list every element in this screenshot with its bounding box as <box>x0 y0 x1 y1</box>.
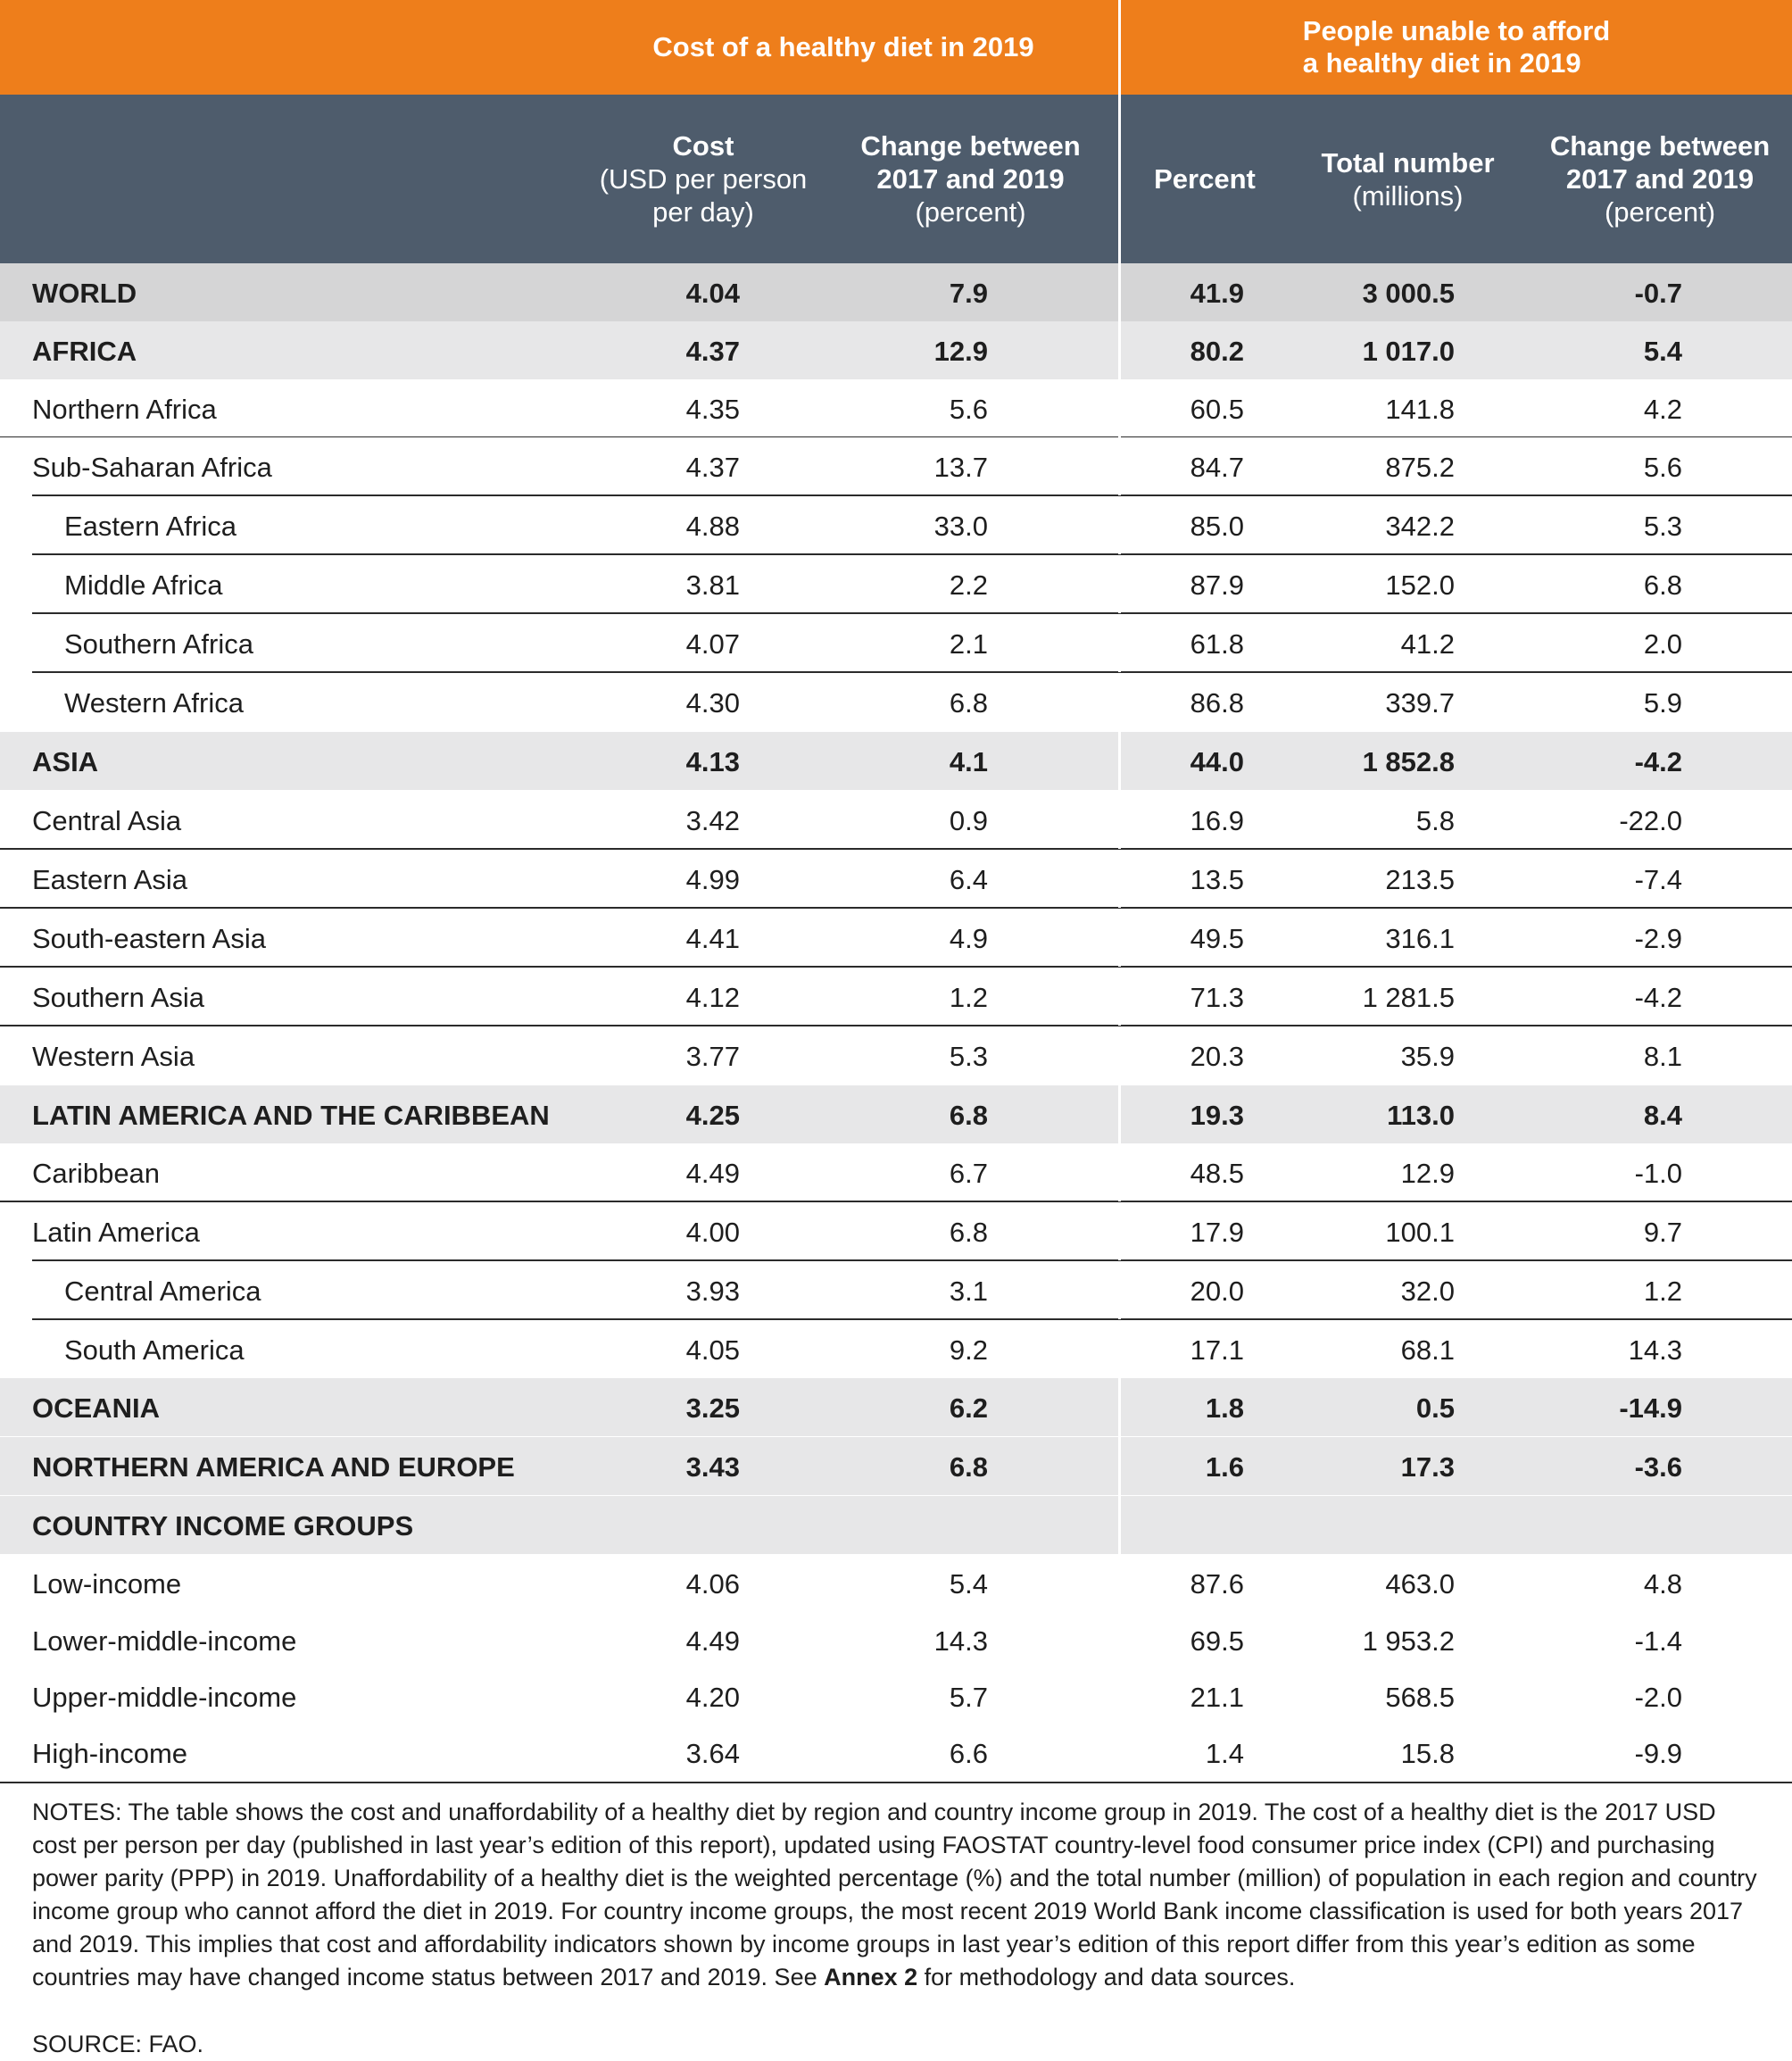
row-afford-change: -2.0 <box>1634 1681 1682 1713</box>
column-divider <box>1118 0 1121 95</box>
row-region: South America <box>64 1334 245 1366</box>
row-total: 141.8 <box>1385 393 1455 425</box>
col-header-afford-change-line1: Change between <box>1549 130 1771 162</box>
col-header-cost <box>580 95 826 263</box>
row-percent: 69.5 <box>1190 1625 1244 1657</box>
column-divider <box>1118 850 1121 908</box>
row-cost-change: 5.3 <box>949 1040 988 1072</box>
row-cost: 3.81 <box>685 569 740 601</box>
row-cost-change: 2.2 <box>949 569 988 601</box>
row-region: Eastern Asia <box>32 863 188 895</box>
col-header-total-line1: Total number <box>1321 146 1495 179</box>
column-divider <box>1118 1611 1121 1669</box>
row-afford-change: 8.4 <box>1643 1099 1682 1131</box>
row-region: OCEANIA <box>32 1392 160 1424</box>
row-cost-change: 5.6 <box>949 393 988 425</box>
row-percent: 20.3 <box>1190 1040 1244 1072</box>
row-region: Western Asia <box>32 1040 195 1072</box>
row-total: 875.2 <box>1385 451 1455 483</box>
row-region: Upper-middle-income <box>32 1681 297 1713</box>
row-cost: 4.37 <box>685 451 740 483</box>
row-cost-change: 4.9 <box>949 922 988 954</box>
row-cost-change: 14.3 <box>933 1625 988 1657</box>
row-cost: 4.12 <box>685 981 740 1013</box>
row-afford-change: -0.7 <box>1634 277 1682 309</box>
row-cost-change: 12.9 <box>933 335 988 367</box>
row-afford-change: 14.3 <box>1628 1334 1682 1366</box>
group-header-cost-title: Cost of a healthy diet in 2019 <box>652 31 1034 62</box>
table-row <box>0 850 1792 908</box>
column-divider <box>1118 1667 1121 1725</box>
notes-text-end: for methodology and data sources. <box>917 1964 1296 1990</box>
row-cost: 4.35 <box>685 393 740 425</box>
row-cost-change: 6.7 <box>949 1157 988 1189</box>
col-header-cost-line3: per day) <box>652 196 754 228</box>
row-region: AFRICA <box>32 335 137 367</box>
column-divider <box>1118 437 1121 495</box>
table-row <box>0 1202 1792 1260</box>
row-region: Western Africa <box>64 686 245 719</box>
row-region: Southern Africa <box>64 627 253 660</box>
row-percent: 84.7 <box>1190 451 1244 483</box>
row-percent: 17.1 <box>1190 1334 1244 1366</box>
row-percent: 48.5 <box>1190 1157 1244 1189</box>
table-row <box>0 1143 1792 1201</box>
row-region: Low-income <box>32 1567 182 1600</box>
row-region: WORLD <box>32 277 137 309</box>
row-total: 152.0 <box>1385 569 1455 601</box>
row-region: Northern Africa <box>32 393 217 425</box>
row-afford-change: -7.4 <box>1634 863 1682 895</box>
column-divider <box>1118 791 1121 849</box>
row-total: 100.1 <box>1385 1216 1455 1248</box>
row-afford-change: 1.2 <box>1643 1275 1682 1307</box>
row-total: 0.5 <box>1415 1392 1455 1424</box>
row-region: Eastern Africa <box>64 510 236 542</box>
row-cost: 4.06 <box>685 1567 740 1600</box>
row-cost-change: 0.9 <box>949 804 988 836</box>
table-row-world <box>0 263 1792 321</box>
row-afford-change: 2.0 <box>1643 627 1682 660</box>
row-cost: 4.05 <box>685 1334 740 1366</box>
column-divider <box>1118 909 1121 967</box>
column-divider <box>1118 1026 1121 1085</box>
table-row <box>0 496 1792 554</box>
row-cost-change: 6.8 <box>949 1099 988 1131</box>
row-percent: 86.8 <box>1190 686 1244 719</box>
row-cost: 4.49 <box>685 1625 740 1657</box>
group-header-afford-line2: a healthy diet in 2019 <box>1302 47 1581 79</box>
row-cost-change: 6.4 <box>949 863 988 895</box>
table-row <box>0 968 1792 1026</box>
row-total: 17.3 <box>1400 1450 1455 1483</box>
row-total: 1 852.8 <box>1362 745 1455 777</box>
col-header-afford-change-line2: 2017 and 2019 <box>1565 163 1755 195</box>
col-header-cost-change-line2: 2017 and 2019 <box>876 163 1065 195</box>
column-divider <box>1118 1724 1121 1782</box>
table-row <box>0 1026 1792 1085</box>
row-percent: 41.9 <box>1190 277 1244 309</box>
table-row <box>0 673 1792 731</box>
table-row <box>0 791 1792 849</box>
row-region: Central Asia <box>32 804 182 836</box>
row-cost: 4.49 <box>685 1157 740 1189</box>
col-header-cost-change-line1: Change between <box>860 130 1081 162</box>
row-afford-change: -2.9 <box>1634 922 1682 954</box>
table-row-region <box>0 321 1792 379</box>
row-total: 15.8 <box>1400 1737 1455 1769</box>
table-row <box>0 379 1792 437</box>
row-cost: 3.93 <box>685 1275 740 1307</box>
row-total: 1 281.5 <box>1362 981 1455 1013</box>
row-total: 68.1 <box>1400 1334 1455 1366</box>
row-cost-change: 9.2 <box>949 1334 988 1366</box>
row-cost: 4.00 <box>685 1216 740 1248</box>
column-divider <box>1118 1261 1121 1319</box>
row-afford-change: -4.2 <box>1634 981 1682 1013</box>
column-divider <box>1118 379 1121 437</box>
row-percent: 44.0 <box>1190 745 1244 777</box>
column-header-row <box>0 95 1792 263</box>
col-header-total-line2: (millions) <box>1352 179 1464 212</box>
row-region: ASIA <box>32 745 99 777</box>
row-afford-change: 9.7 <box>1643 1216 1682 1248</box>
table-row <box>0 1554 1792 1612</box>
row-total: 463.0 <box>1385 1567 1455 1600</box>
table-notes <box>32 1796 1763 1994</box>
group-header-afford <box>1121 0 1792 95</box>
row-percent: 87.6 <box>1190 1567 1244 1600</box>
row-region: Central America <box>64 1275 261 1307</box>
column-divider <box>1118 1378 1121 1436</box>
row-afford-change: -1.0 <box>1634 1157 1682 1189</box>
table-row <box>0 437 1792 495</box>
row-cost: 3.25 <box>685 1392 740 1424</box>
row-total: 35.9 <box>1400 1040 1455 1072</box>
row-total: 1 953.2 <box>1362 1625 1455 1657</box>
row-cost-change: 6.8 <box>949 686 988 719</box>
row-cost-change: 6.2 <box>949 1392 988 1424</box>
row-cost-change: 3.1 <box>949 1275 988 1307</box>
row-percent: 80.2 <box>1190 335 1244 367</box>
row-cost: 4.13 <box>685 745 740 777</box>
col-header-cost-line2: (USD per person <box>599 163 808 195</box>
row-cost-change: 6.8 <box>949 1216 988 1248</box>
column-divider <box>1118 1320 1121 1378</box>
table-row-region <box>0 1378 1792 1436</box>
row-afford-change: -22.0 <box>1619 804 1682 836</box>
row-cost-change: 33.0 <box>933 510 988 542</box>
row-percent: 49.5 <box>1190 922 1244 954</box>
col-header-cost-change-line3: (percent) <box>915 196 1026 228</box>
row-percent: 1.8 <box>1205 1392 1244 1424</box>
table-row <box>0 1724 1792 1782</box>
column-divider <box>1118 321 1121 379</box>
row-percent: 61.8 <box>1190 627 1244 660</box>
column-divider <box>1118 673 1121 731</box>
row-cost-change: 6.8 <box>949 1450 988 1483</box>
group-header-cost <box>571 0 1116 95</box>
table-row-region <box>0 1085 1792 1143</box>
column-divider <box>1118 555 1121 613</box>
table-bottom-rule <box>0 1782 1792 1783</box>
table-row <box>0 555 1792 613</box>
row-percent: 19.3 <box>1190 1099 1244 1131</box>
row-total: 113.0 <box>1387 1099 1455 1131</box>
row-cost: 3.43 <box>685 1450 740 1483</box>
group-header-row <box>0 0 1792 95</box>
row-percent: 71.3 <box>1190 981 1244 1013</box>
column-divider <box>1118 1437 1121 1495</box>
row-total: 41.2 <box>1400 627 1455 660</box>
annex-reference: Annex 2 <box>824 1964 918 1990</box>
group-header-afford-title <box>1303 15 1610 79</box>
row-region: Latin America <box>32 1216 200 1248</box>
row-cost: 4.07 <box>685 627 740 660</box>
row-cost: 4.37 <box>685 335 740 367</box>
column-divider <box>1118 1496 1121 1554</box>
row-percent: 20.0 <box>1190 1275 1244 1307</box>
row-percent: 1.4 <box>1205 1737 1244 1769</box>
row-percent: 1.6 <box>1205 1450 1244 1483</box>
table-row <box>0 1667 1792 1725</box>
row-region: Sub-Saharan Africa <box>32 451 272 483</box>
table-source: SOURCE: FAO. <box>32 2031 204 2057</box>
row-region: Caribbean <box>32 1157 161 1189</box>
row-region: Middle Africa <box>64 569 223 601</box>
row-cost-change: 6.6 <box>949 1737 988 1769</box>
row-afford-change: 5.4 <box>1643 335 1682 367</box>
group-header-afford-line1: People unable to afford <box>1302 15 1611 46</box>
row-cost: 3.42 <box>685 804 740 836</box>
table-row <box>0 1261 1792 1319</box>
row-afford-change: 5.6 <box>1643 451 1682 483</box>
table-row <box>0 1320 1792 1378</box>
column-divider <box>1118 263 1121 321</box>
column-divider <box>1118 1085 1121 1143</box>
column-divider <box>1118 95 1121 263</box>
row-cost: 4.41 <box>685 922 740 954</box>
row-total: 3 000.5 <box>1362 277 1455 309</box>
col-header-cost-line1: Cost <box>672 130 734 162</box>
row-cost: 4.20 <box>685 1681 740 1713</box>
row-afford-change: -1.4 <box>1634 1625 1682 1657</box>
row-cost: 4.30 <box>685 686 740 719</box>
col-header-cost-change <box>839 95 1102 263</box>
row-cost: 3.77 <box>685 1040 740 1072</box>
row-percent: 60.5 <box>1190 393 1244 425</box>
row-cost: 4.88 <box>685 510 740 542</box>
row-afford-change: 4.2 <box>1643 393 1682 425</box>
row-cost: 4.25 <box>685 1099 740 1131</box>
row-total: 1 017.0 <box>1362 335 1455 367</box>
row-cost-change: 1.2 <box>949 981 988 1013</box>
column-divider <box>1118 1554 1121 1612</box>
table-row <box>0 614 1792 672</box>
row-percent: 85.0 <box>1190 510 1244 542</box>
row-total: 342.2 <box>1385 510 1455 542</box>
row-total: 568.5 <box>1385 1681 1455 1713</box>
column-divider <box>1118 1143 1121 1201</box>
row-total: 32.0 <box>1400 1275 1455 1307</box>
row-region: Southern Asia <box>32 981 205 1013</box>
row-percent: 17.9 <box>1190 1216 1244 1248</box>
row-region: LATIN AMERICA AND THE CARIBBEAN <box>32 1099 550 1131</box>
row-afford-change: -14.9 <box>1619 1392 1682 1424</box>
column-divider <box>1118 968 1121 1026</box>
row-region: NORTHERN AMERICA AND EUROPE <box>32 1450 515 1483</box>
row-total: 339.7 <box>1385 686 1455 719</box>
column-divider <box>1118 1202 1121 1260</box>
row-total: 5.8 <box>1415 804 1455 836</box>
row-percent: 16.9 <box>1190 804 1244 836</box>
row-cost: 4.99 <box>685 863 740 895</box>
row-cost-change: 5.4 <box>949 1567 988 1600</box>
row-afford-change: 5.3 <box>1643 510 1682 542</box>
row-cost-change: 13.7 <box>933 451 988 483</box>
row-region: COUNTRY INCOME GROUPS <box>32 1509 414 1542</box>
row-cost-change: 7.9 <box>949 277 988 309</box>
table-row <box>0 1611 1792 1669</box>
col-header-afford-change-line3: (percent) <box>1604 196 1716 228</box>
col-header-percent: Percent <box>1154 163 1256 195</box>
col-header-total <box>1294 95 1522 263</box>
row-percent: 87.9 <box>1190 569 1244 601</box>
row-total: 316.1 <box>1385 922 1455 954</box>
row-cost: 3.64 <box>685 1737 740 1769</box>
row-percent: 21.1 <box>1190 1681 1244 1713</box>
table-row-region <box>0 732 1792 790</box>
row-region: South-eastern Asia <box>32 922 266 954</box>
row-cost: 4.04 <box>685 277 740 309</box>
table-row-region <box>0 1437 1792 1495</box>
row-percent: 13.5 <box>1190 863 1244 895</box>
row-cost-change: 4.1 <box>949 745 988 777</box>
table-row-income-heading <box>0 1496 1792 1554</box>
row-afford-change: 4.8 <box>1643 1567 1682 1600</box>
table-row <box>0 909 1792 967</box>
row-afford-change: -3.6 <box>1634 1450 1682 1483</box>
row-afford-change: 8.1 <box>1643 1040 1682 1072</box>
notes-text: NOTES: The table shows the cost and unaffordability of a healthy diet by region and country income group in 2019. The cost of a healthy diet is the 2017 USD cost per person per day (published in last year’s edition of this report), updated using FAOSTAT country-level food consumer price index (CPI) and purchasing power parity (PPP) in 2019. Unaffordability of a healthy diet is the weighted percentage (%) and the total number (million) of population in each region and country income group who cannot afford the diet in 2019. For country income groups, the most recent 2019 World Bank income classification is used for both years 2017 and 2019. This implies that cost and affordability indicators shown by income groups in last year’s edition of this report differ from this year’s edition as some countries may have changed income status between 2017 and 2019. See <box>32 1799 1757 1990</box>
row-afford-change: -9.9 <box>1634 1737 1682 1769</box>
row-region: High-income <box>32 1737 188 1769</box>
row-cost-change: 2.1 <box>949 627 988 660</box>
row-cost-change: 5.7 <box>949 1681 988 1713</box>
row-afford-change: 5.9 <box>1643 686 1682 719</box>
column-divider <box>1118 614 1121 672</box>
row-afford-change: -4.2 <box>1634 745 1682 777</box>
row-total: 213.5 <box>1385 863 1455 895</box>
column-divider <box>1118 732 1121 790</box>
col-header-afford-change <box>1531 95 1789 263</box>
row-region: Lower-middle-income <box>32 1625 297 1657</box>
column-divider <box>1118 496 1121 554</box>
row-afford-change: 6.8 <box>1643 569 1682 601</box>
row-total: 12.9 <box>1400 1157 1455 1189</box>
